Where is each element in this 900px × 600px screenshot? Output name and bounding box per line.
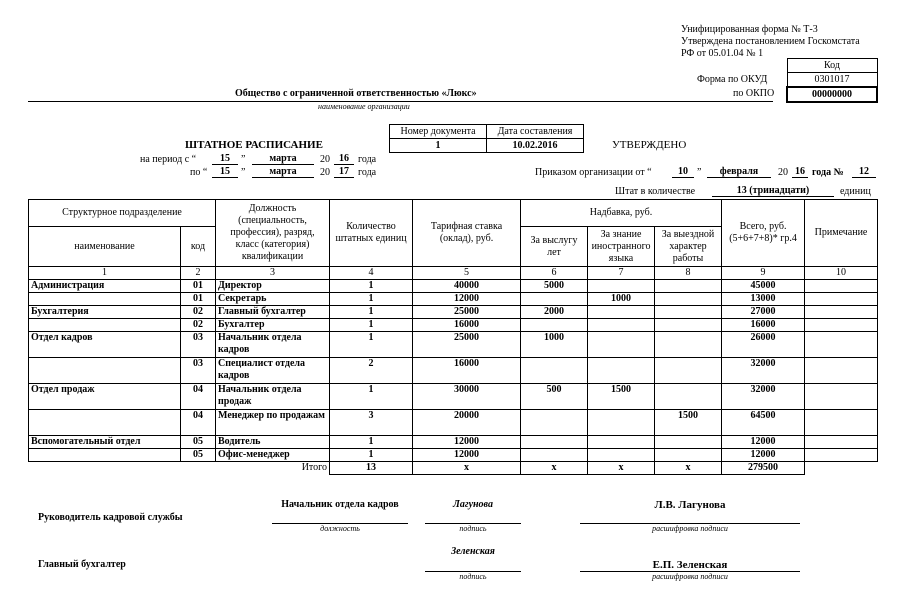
order-prefix: Приказом организации от “ xyxy=(535,167,652,178)
row-count: 1 xyxy=(330,293,413,306)
totals-total: 279500 xyxy=(722,462,805,475)
period-from-quote: ” xyxy=(241,154,246,165)
row-department-code: 05 xyxy=(181,449,216,462)
row-department-name: Бухгалтерия xyxy=(29,306,181,319)
row-department-name xyxy=(29,358,181,384)
row-department-name: Отдел продаж xyxy=(29,384,181,410)
row-bonus-language xyxy=(588,410,655,436)
row-bonus-language xyxy=(588,319,655,332)
row-rate: 16000 xyxy=(413,358,521,384)
period-to-year-prefix: 20 xyxy=(320,167,330,178)
header-bonus: Надбавка, руб. xyxy=(521,200,722,227)
header-rate: Тарифная ставка (оклад), руб. xyxy=(413,200,521,267)
row-count: 1 xyxy=(330,436,413,449)
table-row xyxy=(29,306,878,319)
table-row xyxy=(29,436,878,449)
row-position: Водитель xyxy=(216,436,330,449)
row-rate: 12000 xyxy=(413,293,521,306)
period-to-quote: ” xyxy=(241,167,246,178)
row-bonus-service: 1000 xyxy=(521,332,588,358)
totals-label: Итого xyxy=(29,462,330,475)
accountant-signature-caption: подпись xyxy=(459,572,487,581)
header-department-name: наименование xyxy=(29,227,181,267)
row-bonus-language xyxy=(588,358,655,384)
table-row xyxy=(29,449,878,462)
row-position: Директор xyxy=(216,280,330,293)
table-row xyxy=(29,280,878,293)
table-row xyxy=(29,384,878,410)
column-number: 7 xyxy=(588,267,655,280)
accountant-signature: Зеленская xyxy=(451,546,495,557)
document-date-label: Дата составления xyxy=(487,125,584,139)
totals-language: х xyxy=(588,462,655,475)
row-rate: 40000 xyxy=(413,280,521,293)
row-rate: 16000 xyxy=(413,319,521,332)
column-number: 6 xyxy=(521,267,588,280)
row-bonus-service: 5000 xyxy=(521,280,588,293)
accountant-name: Е.П. Зеленская xyxy=(652,559,728,571)
table-row xyxy=(29,293,878,306)
hr-role: Руководитель кадровой службы xyxy=(38,512,183,523)
staffing-table xyxy=(28,199,878,475)
row-department-code: 04 xyxy=(181,410,216,436)
row-count: 1 xyxy=(330,449,413,462)
row-position: Начальник отдела кадров xyxy=(216,332,330,358)
row-bonus-language xyxy=(588,280,655,293)
row-bonus-service xyxy=(521,410,588,436)
column-number: 4 xyxy=(330,267,413,280)
row-bonus-language xyxy=(588,449,655,462)
hr-signature: Лагунова xyxy=(453,499,493,510)
row-total: 12000 xyxy=(722,436,805,449)
row-total: 12000 xyxy=(722,449,805,462)
row-note xyxy=(805,293,878,306)
row-total: 26000 xyxy=(722,332,805,358)
totals-empty xyxy=(805,462,878,475)
header-bonus-language: За знание иностранного языка xyxy=(588,227,655,267)
row-count: 1 xyxy=(330,306,413,319)
staff-value: 13 (тринадцати) xyxy=(712,185,834,197)
staff-unit: единиц xyxy=(840,186,871,197)
row-department-name: Вспомогательный отдел xyxy=(29,436,181,449)
period-to-year-word: года xyxy=(358,167,377,178)
row-total: 27000 xyxy=(722,306,805,319)
table-row xyxy=(29,319,878,332)
row-department-name: Отдел кадров xyxy=(29,332,181,358)
row-bonus-language: 1000 xyxy=(588,293,655,306)
row-bonus-language: 1500 xyxy=(588,384,655,410)
column-number: 2 xyxy=(181,267,216,280)
row-department-code: 02 xyxy=(181,319,216,332)
row-rate: 30000 xyxy=(413,384,521,410)
accountant-name-caption: расшифровка подписи xyxy=(652,572,728,581)
hr-name-caption: расшифровка подписи xyxy=(652,524,728,533)
table-row xyxy=(29,410,878,436)
hr-position-caption: должность xyxy=(320,524,360,533)
row-department-code: 04 xyxy=(181,384,216,410)
document-number-value: 1 xyxy=(390,139,487,153)
period-to-year: 17 xyxy=(334,166,354,178)
header-total: Всего, руб. (5+6+7+8)* гр.4 xyxy=(722,200,805,267)
document-date-value: 10.02.2016 xyxy=(487,139,584,153)
row-bonus-service xyxy=(521,319,588,332)
period-to-month: марта xyxy=(252,166,314,178)
row-count: 1 xyxy=(330,319,413,332)
organization-caption: наименование организации xyxy=(318,102,410,111)
table-row xyxy=(29,358,878,384)
order-year: 16 xyxy=(792,166,808,178)
row-department-code: 01 xyxy=(181,280,216,293)
row-total: 13000 xyxy=(722,293,805,306)
row-department-name: Администрация xyxy=(29,280,181,293)
row-bonus-travel xyxy=(655,306,722,319)
row-total: 64500 xyxy=(722,410,805,436)
row-note xyxy=(805,449,878,462)
row-position: Начальник отдела продаж xyxy=(216,384,330,410)
header-position: Должность (специальность, профессия), разряд, класс (категория) квалификации xyxy=(216,200,330,267)
okud-label: Форма по ОКУД xyxy=(697,74,768,85)
row-rate: 25000 xyxy=(413,306,521,319)
row-department-name xyxy=(29,449,181,462)
row-bonus-travel xyxy=(655,449,722,462)
row-total: 32000 xyxy=(722,358,805,384)
header-bonus-service: За выслугу лет xyxy=(521,227,588,267)
row-department-name xyxy=(29,410,181,436)
period-from-month: марта xyxy=(252,153,314,165)
okpo-value: 00000000 xyxy=(787,87,877,102)
row-position: Офис-менеджер xyxy=(216,449,330,462)
row-bonus-language xyxy=(588,306,655,319)
row-bonus-service xyxy=(521,436,588,449)
row-department-code: 03 xyxy=(181,332,216,358)
row-count: 1 xyxy=(330,332,413,358)
row-note xyxy=(805,436,878,449)
row-department-code: 02 xyxy=(181,306,216,319)
order-quote: ” xyxy=(697,167,702,178)
period-from-year: 16 xyxy=(334,153,354,165)
row-rate: 12000 xyxy=(413,449,521,462)
row-note xyxy=(805,306,878,319)
row-total: 32000 xyxy=(722,384,805,410)
column-number: 1 xyxy=(29,267,181,280)
table-row xyxy=(29,332,878,358)
row-bonus-travel xyxy=(655,280,722,293)
column-number: 3 xyxy=(216,267,330,280)
period-to-day: 15 xyxy=(212,166,238,178)
row-rate: 25000 xyxy=(413,332,521,358)
row-bonus-service: 500 xyxy=(521,384,588,410)
row-position: Секретарь xyxy=(216,293,330,306)
row-bonus-travel xyxy=(655,319,722,332)
document-title: ШТАТНОЕ РАСПИСАНИЕ xyxy=(185,139,323,151)
codes-header: Код xyxy=(787,59,877,73)
row-note xyxy=(805,319,878,332)
hr-signature-caption: подпись xyxy=(459,524,487,533)
organization-name: Общество с ограниченной ответственностью «Люкс» xyxy=(235,88,477,99)
form-header-line2: Утверждена постановлением Госкомстата xyxy=(681,36,860,47)
period-from-year-word: года xyxy=(358,154,377,165)
okud-value: 0301017 xyxy=(787,73,877,88)
row-count: 3 xyxy=(330,410,413,436)
column-number: 9 xyxy=(722,267,805,280)
column-numbers-row xyxy=(29,267,878,280)
row-department-code: 03 xyxy=(181,358,216,384)
row-note xyxy=(805,410,878,436)
period-from-year-prefix: 20 xyxy=(320,154,330,165)
row-bonus-travel xyxy=(655,293,722,306)
column-number: 10 xyxy=(805,267,878,280)
header-department-code: код xyxy=(181,227,216,267)
period-to-prefix: по “ xyxy=(190,167,208,178)
row-bonus-travel xyxy=(655,332,722,358)
row-bonus-service xyxy=(521,358,588,384)
hr-position: Начальник отдела кадров xyxy=(281,499,399,510)
row-bonus-travel xyxy=(655,436,722,449)
row-total: 45000 xyxy=(722,280,805,293)
document-number-table xyxy=(389,124,584,153)
header-bonus-travel: За выездной характер работы xyxy=(655,227,722,267)
header-department: Структурное подразделение xyxy=(29,200,216,227)
totals-count: 13 xyxy=(330,462,413,475)
header-note: Примечание xyxy=(805,200,878,267)
row-department-name xyxy=(29,293,181,306)
row-count: 1 xyxy=(330,280,413,293)
totals-rate: х xyxy=(413,462,521,475)
period-from-day: 15 xyxy=(212,153,238,165)
row-department-code: 01 xyxy=(181,293,216,306)
row-total: 16000 xyxy=(722,319,805,332)
order-year-prefix: 20 xyxy=(778,167,788,178)
row-position: Специалист отдела кадров xyxy=(216,358,330,384)
row-rate: 20000 xyxy=(413,410,521,436)
row-rate: 12000 xyxy=(413,436,521,449)
accountant-role: Главный бухгалтер xyxy=(38,559,126,570)
row-note xyxy=(805,358,878,384)
row-count: 1 xyxy=(330,384,413,410)
row-bonus-service xyxy=(521,293,588,306)
totals-service: х xyxy=(521,462,588,475)
approved-label: УТВЕРЖДЕНО xyxy=(612,139,687,151)
row-position: Главный бухгалтер xyxy=(216,306,330,319)
row-bonus-language xyxy=(588,332,655,358)
row-note xyxy=(805,332,878,358)
form-header-line1: Унифицированная форма № Т-3 xyxy=(681,24,818,35)
totals-row xyxy=(29,462,878,475)
row-bonus-service xyxy=(521,449,588,462)
okpo-label: по ОКПО xyxy=(733,88,775,99)
order-year-word: года № xyxy=(812,167,844,178)
row-department-code: 05 xyxy=(181,436,216,449)
period-from-prefix: на период с “ xyxy=(140,154,197,165)
staff-label: Штат в количестве xyxy=(615,186,696,197)
column-number: 8 xyxy=(655,267,722,280)
order-number: 12 xyxy=(852,166,876,178)
hr-name: Л.В. Лагунова xyxy=(654,499,726,511)
document-number-label: Номер документа xyxy=(390,125,487,139)
row-bonus-travel: 1500 xyxy=(655,410,722,436)
row-position: Менеджер по продажам xyxy=(216,410,330,436)
row-bonus-travel xyxy=(655,358,722,384)
row-department-name xyxy=(29,319,181,332)
row-bonus-travel xyxy=(655,384,722,410)
row-note xyxy=(805,384,878,410)
row-count: 2 xyxy=(330,358,413,384)
column-number: 5 xyxy=(413,267,521,280)
form-header-line3: РФ от 05.01.04 № 1 xyxy=(681,48,764,59)
row-position: Бухгалтер xyxy=(216,319,330,332)
order-month: февраля xyxy=(707,166,771,178)
header-count: Количество штатных единиц xyxy=(330,200,413,267)
order-day: 10 xyxy=(672,166,694,178)
codes-table xyxy=(786,58,878,103)
row-note xyxy=(805,280,878,293)
row-bonus-language xyxy=(588,436,655,449)
totals-travel: х xyxy=(655,462,722,475)
row-bonus-service: 2000 xyxy=(521,306,588,319)
